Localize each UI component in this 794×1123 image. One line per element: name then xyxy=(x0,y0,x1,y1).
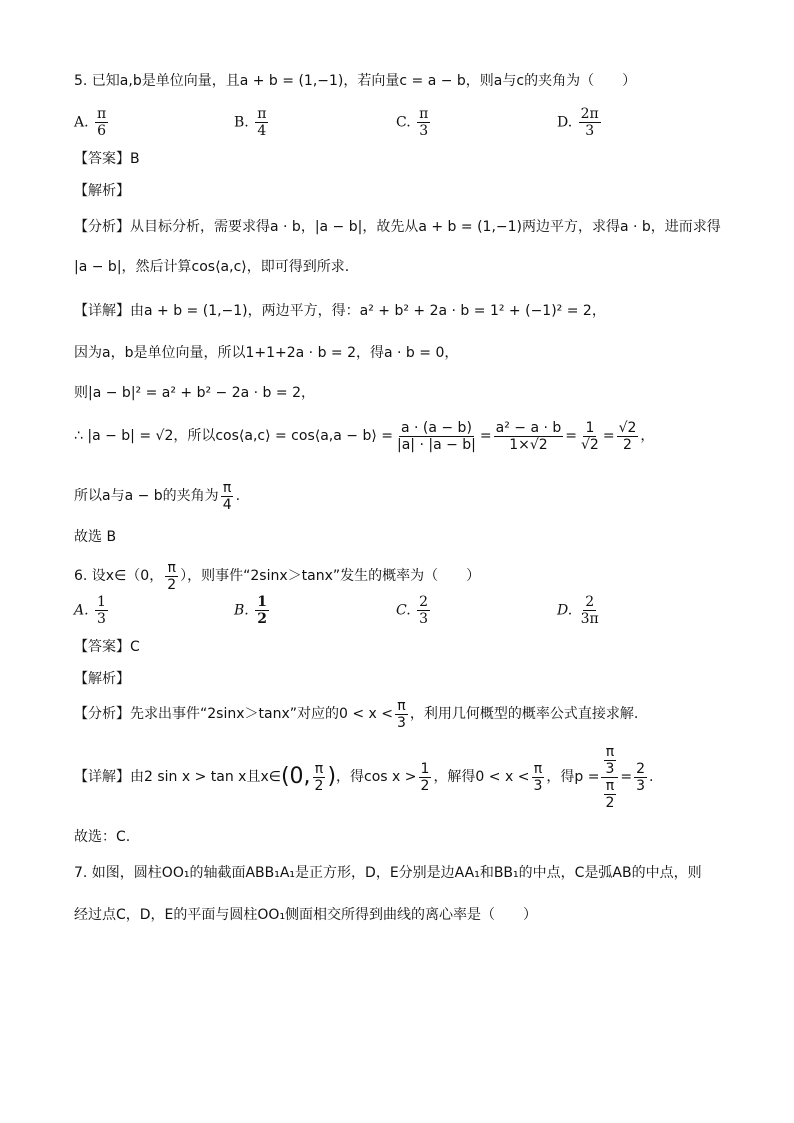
fraction-numerator: π xyxy=(419,106,429,122)
detail-text: ，解得0 < x < xyxy=(433,768,530,785)
fraction-denominator: 2 xyxy=(257,611,267,628)
fraction-numerator: π xyxy=(605,744,615,760)
fraction-numerator: π xyxy=(222,480,232,496)
punctuation: . xyxy=(235,487,241,504)
fraction-denominator: 2 xyxy=(420,778,430,795)
q5-stem: 5. 已知a,b是单位向量，且a + b = (1,−1)，若向量c = a − b，则a与c的夹角为（ ） xyxy=(74,73,637,89)
fraction-numerator: 1 xyxy=(257,594,267,610)
fraction-denominator: 3 xyxy=(97,611,106,628)
detail-text: 【详解】由2 sin x > tan x且x∈ xyxy=(74,768,281,785)
fraction-denominator: 3 xyxy=(636,778,646,795)
fraction-denominator: √2 xyxy=(581,437,599,454)
equation-text: 所以a与a − b的夹角为 xyxy=(74,487,219,504)
q5-fenxi-line-2: |a − b|，然后计算cos⟨a,c⟩，即可得到所求. xyxy=(74,259,350,275)
q7-line-1: 7. 如图，圆柱OO₁的轴截面ABB₁A₁是正方形，D，E分别是边AA₁和BB₁的中点，C是弧AB的中点，则 xyxy=(74,865,702,881)
q6-choose: 故选：C. xyxy=(74,829,131,845)
fraction-denominator: 3 xyxy=(585,123,595,140)
fraction-numerator: 2π xyxy=(580,106,599,122)
fraction-numerator: π xyxy=(533,761,543,778)
option-label: B. xyxy=(234,602,249,619)
option-label: C. xyxy=(396,602,411,619)
q6-fenxi xyxy=(74,698,734,731)
fraction-numerator: 2 xyxy=(419,594,429,610)
stem-text: ），则事件“2sinx＞tanx”发生的概率为（ ） xyxy=(180,567,481,584)
fraction-denominator: 3 xyxy=(419,611,429,628)
fraction-denominator: 4 xyxy=(257,123,267,140)
fraction-numerator: 2 xyxy=(585,594,595,610)
option-label: B. xyxy=(234,114,249,131)
punctuation: . xyxy=(649,768,654,785)
q6-stem xyxy=(74,560,734,593)
fraction-numerator: π xyxy=(397,698,406,714)
q5-detail-line-1: 【详解】由a + b = (1,−1)，两边平方，得：a² + b² + 2a · b = 1² + (−1)² = 2， xyxy=(74,303,606,319)
fraction-numerator: 1 xyxy=(585,420,595,436)
fraction-denominator: 3 xyxy=(605,761,615,778)
fraction-denominator: 6 xyxy=(97,123,107,140)
option-label: D. xyxy=(557,114,573,131)
q5-fenxi-line-1: 【分析】从目标分析，需要求得a · b，|a − b|，故先从a + b = (1,−1)两边平方，求得a · b，进而求得 xyxy=(74,219,721,235)
q5-option-c xyxy=(396,106,432,139)
analysis-text: ，利用几何概型的概率公式直接求解. xyxy=(409,705,639,722)
q5-choose: 故选 B xyxy=(74,529,117,545)
q6-answer: 【答案】C xyxy=(74,639,140,655)
q6-analysis-tag: 【解析】 xyxy=(74,671,130,687)
q6-option-b xyxy=(234,594,271,627)
q5-analysis-tag: 【解析】 xyxy=(74,183,130,199)
fraction-denominator: 3π xyxy=(580,611,599,628)
fraction-numerator: √2 xyxy=(618,420,637,436)
fraction-numerator: π xyxy=(257,106,267,122)
option-label: C. xyxy=(396,114,411,131)
q6-detail xyxy=(74,744,734,811)
option-label: A. xyxy=(74,602,89,619)
q6-option-d xyxy=(557,594,603,627)
fraction-numerator: 1 xyxy=(97,594,106,610)
fraction-denominator: 4 xyxy=(222,497,232,514)
q5-option-d xyxy=(557,106,603,139)
fraction-denominator: 2 xyxy=(623,437,632,454)
fraction-denominator: 2 xyxy=(167,577,177,594)
q5-option-b xyxy=(234,106,270,139)
fraction-denominator: 2 xyxy=(314,778,324,795)
q5-answer: 【答案】B xyxy=(74,151,140,167)
interval-left-paren: (0, xyxy=(280,764,311,790)
detail-text: ，得cos x > xyxy=(336,768,417,785)
fraction-denominator: 1×√2 xyxy=(509,437,548,454)
fraction-denominator: 2 xyxy=(605,795,615,812)
option-label: A. xyxy=(74,114,89,131)
equals-sign: = xyxy=(620,768,633,785)
equals-sign: = xyxy=(565,427,577,444)
q5-detail-line-2: 因为a，b是单位向量，所以1+1+2a · b = 2，得a · b = 0， xyxy=(74,345,459,361)
q5-detail-line-4 xyxy=(74,420,734,453)
fraction-denominator: 3 xyxy=(533,778,543,795)
fraction-numerator: a² − a · b xyxy=(495,420,562,436)
detail-text: ，得p = xyxy=(546,768,600,785)
q5-detail-line-3: 则|a − b|² = a² + b² − 2a · b = 2， xyxy=(74,385,315,401)
q7-line-2: 经过点C，D，E的平面与圆柱OO₁侧面相交所得到曲线的离心率是（ ） xyxy=(74,907,538,923)
fraction-denominator: 3 xyxy=(397,715,406,732)
q6-option-a xyxy=(74,594,110,627)
punctuation: ， xyxy=(640,427,655,444)
fraction-numerator: a · (a − b) xyxy=(400,420,472,436)
fraction-numerator: π xyxy=(314,761,324,778)
analysis-text: 【分析】先求出事件“2sinx＞tanx”对应的0 < x < xyxy=(74,705,393,722)
fraction-numerator: 2 xyxy=(636,761,646,778)
q5-detail-line-5 xyxy=(74,480,734,513)
fraction-numerator: 1 xyxy=(420,761,430,778)
fraction-numerator: π xyxy=(97,106,107,122)
fraction-denominator: |a| · |a − b| xyxy=(396,437,476,454)
equation-text: ∴ |a − b| = √2，所以cos⟨a,c⟩ = cos⟨a,a − b⟩ = xyxy=(74,427,393,444)
q6-option-c xyxy=(396,594,432,627)
fraction-numerator: π xyxy=(167,560,176,576)
stem-text: 6. 设x∈（0， xyxy=(74,567,164,584)
equals-sign: = xyxy=(602,427,615,444)
interval-right-paren: ) xyxy=(327,764,337,790)
compound-fraction xyxy=(601,744,618,811)
equals-sign: = xyxy=(479,427,492,444)
fraction-numerator: π xyxy=(605,778,615,795)
q5-option-a xyxy=(74,106,110,139)
fraction-denominator: 3 xyxy=(419,123,429,140)
option-label: D. xyxy=(557,602,573,619)
